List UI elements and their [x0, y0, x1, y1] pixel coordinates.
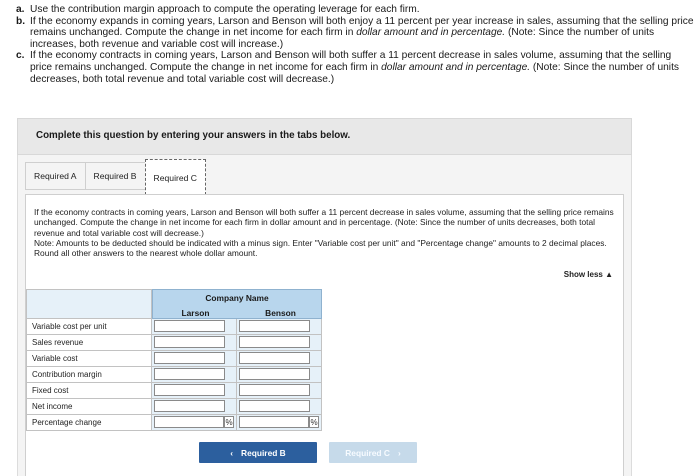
table-header-blank — [26, 289, 152, 319]
table-row — [26, 351, 322, 367]
percent-sign: % — [310, 418, 318, 427]
table-cell — [237, 399, 322, 415]
table-cell — [237, 335, 322, 351]
question-banner — [17, 118, 632, 155]
table-row — [26, 399, 322, 415]
column-header-larson: Larson — [181, 308, 210, 318]
table-cell — [237, 367, 322, 383]
instruction-letter: a. — [16, 4, 25, 15]
row-label: Net income — [26, 399, 152, 415]
show-less-link[interactable]: Show less ▲ — [563, 270, 613, 279]
instruction-text: If the economy contracts in coming years, Larson and Benson will both suffer a 11 percent decrease in sales volume, assuming that the selling price remains unchanged. Compute the change in net income for each firm in dollar amount and in percentage. (Note: Since the number of units decreases, both total revenue and total variable cost will decrease.) — [30, 50, 679, 85]
table-row — [26, 319, 322, 335]
benson-variable-cost-per-unit-input[interactable] — [239, 320, 310, 332]
benson-net-income-input[interactable] — [239, 400, 310, 412]
banner-text: Complete this question by entering your answers in the tabs below. — [36, 130, 351, 141]
table-cell — [152, 383, 237, 399]
column-header-benson: Benson — [265, 308, 296, 318]
table-cell — [237, 351, 322, 367]
larson-variable-cost-input[interactable] — [154, 352, 225, 364]
previous-tab-button[interactable] — [199, 442, 317, 463]
table-row — [26, 415, 322, 431]
tab-required-c[interactable]: Required C — [145, 159, 206, 195]
larson-variable-cost-per-unit-input[interactable] — [154, 320, 225, 332]
table-row — [26, 383, 322, 399]
larson-sales-revenue-input[interactable] — [154, 336, 225, 348]
next-tab-label: Required C — [345, 447, 390, 458]
larson-net-income-input[interactable] — [154, 400, 225, 412]
tab-bar — [25, 159, 206, 195]
row-label: Percentage change — [26, 415, 152, 431]
instruction-letter: b. — [16, 15, 26, 27]
row-label: Fixed cost — [26, 383, 152, 399]
instruction-text: If the economy expands in coming years, Larson and Benson will both enjoy a 11 percent per year increase in sales, assuming that the selling price remains unchanged. Compute the change in net income for each firm in dollar amount and in percentage. (Note: Since the number of units increases, both revenue and variable cost will increase.) — [30, 15, 694, 50]
table-row — [26, 335, 322, 351]
instruction-text: Use the contribution margin approach to compute the operating leverage for each firm. — [30, 4, 420, 15]
chevron-left-icon: ‹ — [230, 447, 234, 458]
instructions — [16, 4, 696, 85]
benson-sales-revenue-input[interactable] — [239, 336, 310, 348]
question-panel — [17, 155, 632, 476]
benson-fixed-cost-input[interactable] — [239, 384, 310, 396]
benson-percentage-change-input[interactable] — [239, 416, 309, 428]
tab-required-a[interactable]: Required A — [25, 162, 85, 190]
row-label: Sales revenue — [26, 335, 152, 351]
table-row — [26, 367, 322, 383]
chevron-right-icon: › — [397, 447, 401, 458]
table-cell — [152, 319, 237, 335]
table-cell — [237, 319, 322, 335]
table-cell — [237, 383, 322, 399]
table-cell — [152, 335, 237, 351]
table-cell — [152, 399, 237, 415]
benson-contribution-margin-input[interactable] — [239, 368, 310, 380]
table-cell — [237, 415, 322, 431]
instruction-letter: c. — [16, 50, 25, 62]
table-header-company — [152, 289, 322, 319]
larson-contribution-margin-input[interactable] — [154, 368, 225, 380]
percent-sign: % — [225, 418, 233, 427]
instruction-b — [16, 16, 696, 51]
benson-variable-cost-input[interactable] — [239, 352, 310, 364]
table-cell — [152, 351, 237, 367]
requirement-paragraph: If the economy contracts in coming years, Larson and Benson will both suffer a 11 percent decrease in sales volume, assuming that the selling price remains unchanged. Compute the change in net income for each firm in dollar amount and in percentage. (Note: Since the number of units decreases, both total revenue and total variable cost will decrease.) — [34, 207, 614, 238]
larson-fixed-cost-input[interactable] — [154, 384, 225, 396]
instruction-a — [16, 4, 696, 16]
row-label: Variable cost — [26, 351, 152, 367]
row-label: Variable cost per unit — [26, 319, 152, 335]
tab-content — [25, 194, 624, 476]
table-cell — [152, 367, 237, 383]
previous-tab-label: Required B — [241, 447, 286, 458]
instruction-c — [16, 50, 696, 85]
requirement-text — [34, 207, 614, 258]
table-cell — [152, 415, 237, 431]
tab-required-b[interactable]: Required B — [85, 162, 145, 190]
requirement-note: Note: Amounts to be deducted should be indicated with a minus sign. Enter "Variable cost per unit" and "Percentage change" amounts to 2 decimal places. Round all other answers to the nearest whole dollar amount. — [34, 237, 607, 259]
next-tab-button[interactable] — [329, 442, 417, 463]
company-name-header: Company Name — [205, 293, 269, 303]
larson-percentage-change-input[interactable] — [154, 416, 224, 428]
row-label: Contribution margin — [26, 367, 152, 383]
